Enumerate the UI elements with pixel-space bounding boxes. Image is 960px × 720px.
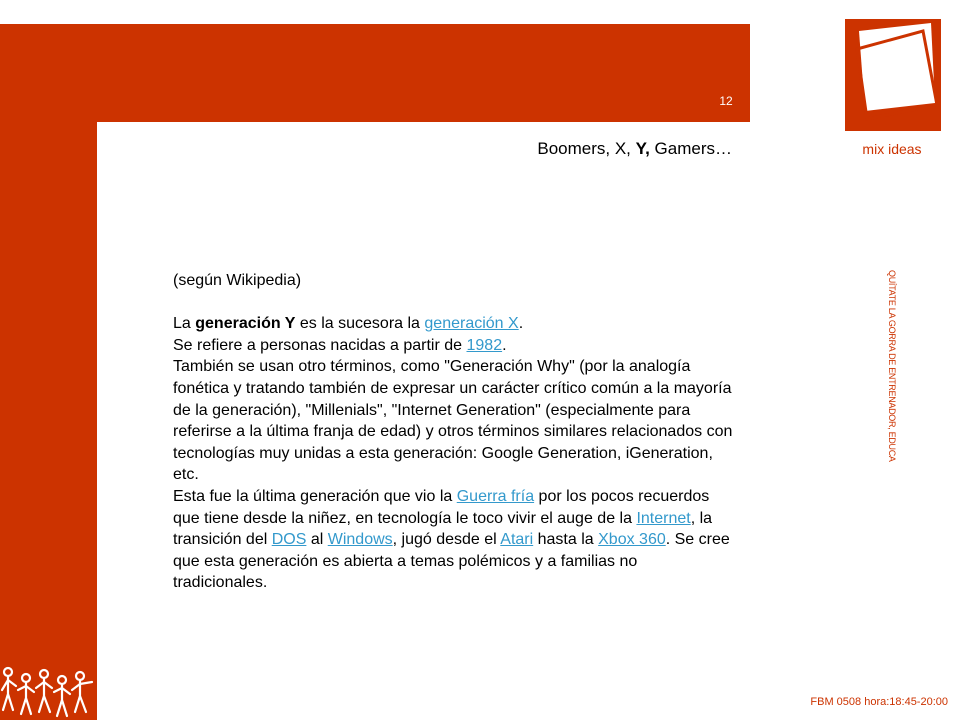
text-run: . (518, 315, 524, 333)
paragraph-technology (173, 486, 733, 594)
title-part: Gamers… (649, 139, 732, 158)
paragraph-definition (173, 313, 733, 335)
text-run: Se refiere a personas nacidas a partir de (173, 336, 467, 354)
link-atari[interactable]: Atari (500, 531, 534, 549)
slide-title (537, 139, 732, 159)
slide-number: 12 (719, 94, 733, 108)
link-guerra-fria[interactable]: Guerra fría (456, 487, 535, 505)
title-part: Boomers, X, (537, 139, 636, 158)
link-generacion-x[interactable]: generación X (424, 315, 519, 333)
spacer (173, 292, 733, 314)
link-1982[interactable]: 1982 (466, 336, 503, 354)
slide-body (173, 270, 733, 594)
people-figures-icon (0, 660, 97, 720)
side-tagline (883, 270, 899, 520)
footer-text: FBM 0508 hora:18:45-20:00 (810, 696, 948, 708)
text-run: . Se cree que esta generación es abierta a temas polémicos y a familias no tradicionales. (173, 531, 730, 592)
paragraph-other-terms: También se usan otro términos, como "Generación Why" (por la analogía fonética y tratando también de expresar un carácter crítico común a la mayoría de la generación), "Millenials", "Internet Generation" (especialmente para referirse a la última franja de edad) y otros términos similares relacionados con tecnologías muy unidas a esta generación: Google Generation, iGeneration, etc. (173, 358, 733, 484)
mix-ideas-logo-icon (845, 19, 941, 131)
text-run: Esta fue la última generación que vio la (173, 487, 457, 505)
link-xbox-360[interactable]: Xbox 360 (598, 531, 666, 549)
side-tagline-text: QUÍTATE LA GORRA DE ENTRENADOR, EDUCA (887, 270, 897, 462)
text-run: La (173, 315, 196, 333)
link-internet[interactable]: Internet (636, 509, 691, 527)
term-generacion-y: generación Y (195, 315, 296, 333)
title-bold-part: Y, (635, 139, 650, 158)
left-banner (0, 122, 97, 720)
link-dos[interactable]: DOS (271, 531, 307, 549)
text-run: hasta la (533, 531, 599, 549)
text-run: . (502, 336, 507, 354)
text-run: por los pocos recuerdos que tiene desde la niñez, en tecnología le toco vivir el auge de la (173, 487, 710, 527)
source-line: (según Wikipedia) (173, 272, 302, 289)
text-run: , jugó desde el (392, 531, 501, 549)
text-run: , la transición del (173, 509, 713, 549)
text-run: al (306, 531, 328, 549)
top-banner (0, 24, 750, 122)
link-windows[interactable]: Windows (327, 531, 393, 549)
text-run: es la sucesora la (295, 315, 425, 333)
logo-text: mix ideas (862, 141, 922, 157)
paragraph-birth-year (173, 335, 733, 357)
